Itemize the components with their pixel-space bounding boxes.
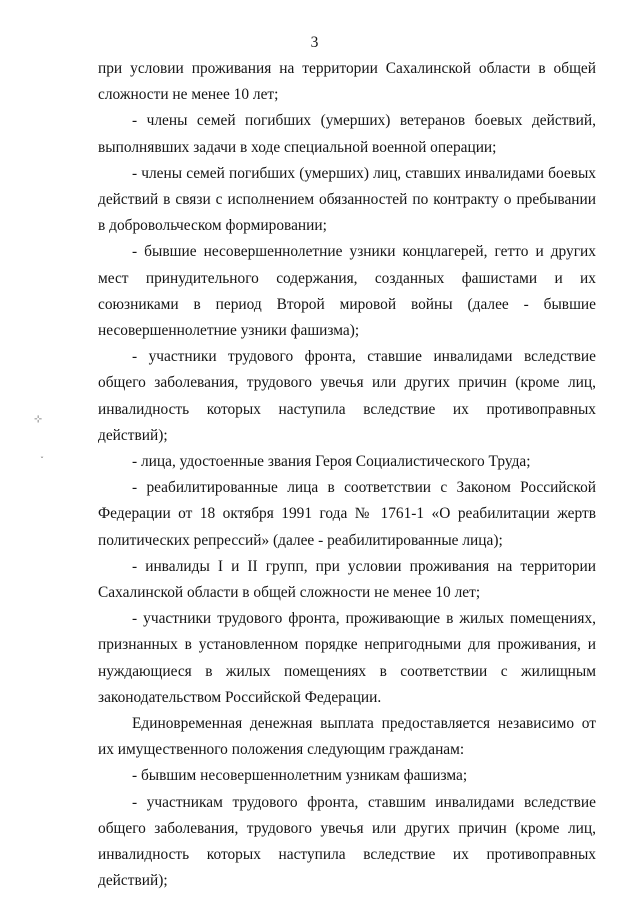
page-number: 3: [310, 34, 319, 51]
paragraph: - участники трудового фронта, ставшие инвалидами вследствие общего заболевания, трудового увечья или других причин (кроме лиц, инвалидность которых наступила вследствие их противоправных действий);: [98, 348, 596, 444]
document-body: [98, 56, 596, 895]
paragraph: - участникам трудового фронта, ставшим инвалидами вследствие общего заболевания, трудового увечья или других причин (кроме лиц, инвалидность которых наступила вследствие их противоправных действий);: [98, 793, 596, 890]
paragraph: - инвалиды I и II групп, при условии проживания на территории Сахалинской области в общей сложности не менее 10 лет;: [98, 557, 596, 602]
paragraph: при условии проживания на территории Сахалинской области в общей сложности не менее 10 лет;: [98, 60, 596, 104]
paragraph: - лица, удостоенные звания Героя Социалистического Труда;: [132, 453, 531, 471]
paragraph: - реабилитированные лица в соответствии с Законом Российской Федерации от 18 октября 1991 года № 1761-1 «О реабилитации жертв политических репрессий» (далее - реабилитированные лица);: [98, 479, 596, 549]
paragraph: - члены семей погибших (умерших) ветеранов боевых действий, выполнявших задачи в ходе специальной военной операции;: [98, 112, 596, 156]
paragraph: - члены семей погибших (умерших) лиц, ставших инвалидами боевых действий в связи с исполнением обязанностей по контракту о пребывании в добровольческом формировании;: [98, 164, 596, 235]
paragraph: - бывшие несовершеннолетние узники концлагерей, гетто и других мест принудительного содержания, созданных фашистами и их союзниками в период Второй мировой войны (далее - бывшие несовершеннолетние узники фашизма);: [98, 243, 596, 340]
paragraph: - бывшим несовершеннолетним узникам фашизма;: [132, 767, 468, 785]
scan-mark: ˇ: [40, 456, 44, 465]
scan-mark: ⊹: [34, 414, 43, 425]
paragraph: - участники трудового фронта, проживающие в жилых помещениях, признанных в установленном порядке непригодными для проживания, и нуждающиеся в жилых помещениях в соответствии с жилищным законодательством Российской Федерации.: [98, 610, 596, 706]
paragraph: Единовременная денежная выплата предоставляется независимо от их имущественного положения следующим гражданам:: [98, 715, 596, 759]
